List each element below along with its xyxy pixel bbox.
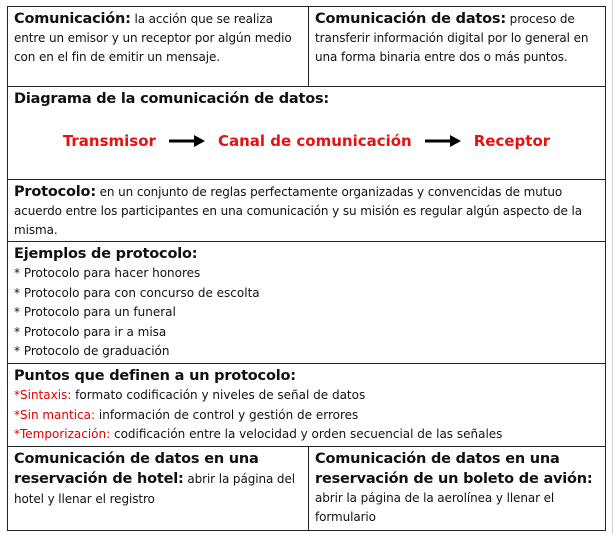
flight-reservation-title: Comunicación de datos en una reservación de un boleto de avión: bbox=[315, 451, 593, 487]
example-item: * Protocolo para un funeral bbox=[14, 305, 176, 319]
diagram-row bbox=[8, 86, 605, 179]
flight-reservation-cell bbox=[309, 447, 605, 530]
channel-node: Canal de comunicación bbox=[217, 132, 412, 150]
point-item bbox=[14, 406, 599, 426]
point-item bbox=[14, 425, 599, 445]
reservations-row bbox=[8, 446, 605, 530]
diagram-title: Diagrama de la comunicación de datos: bbox=[14, 91, 330, 107]
point-label: *Temporización: bbox=[14, 427, 111, 441]
info-table bbox=[7, 6, 606, 531]
protocol-row bbox=[8, 179, 605, 241]
hotel-reservation-text: abrir la página del hotel y llenar el registro bbox=[14, 472, 295, 506]
examples-cell bbox=[8, 242, 605, 363]
communication-cell bbox=[8, 7, 309, 86]
point-text: información de control y gestión de errores bbox=[95, 407, 359, 422]
data-communication-cell bbox=[309, 7, 605, 86]
point-label: *Sin mantica: bbox=[14, 407, 96, 422]
points-title: Puntos que definen a un protocolo: bbox=[14, 368, 296, 384]
arrow-right-icon bbox=[424, 134, 462, 148]
points-row bbox=[8, 363, 605, 446]
protocol-title: Protocolo: bbox=[14, 184, 96, 200]
protocol-cell bbox=[8, 180, 605, 241]
protocol-text: en un conjunto de reglas perfectamente organizadas y convencidas de mutuo acuerdo entre los participantes en una comunicación y su misión es regular algún aspecto de la misma. bbox=[14, 185, 582, 237]
example-item: * Protocolo para con concurso de escolta bbox=[14, 285, 260, 300]
hotel-reservation-cell bbox=[8, 447, 309, 530]
diagram-cell bbox=[8, 87, 605, 179]
point-label: *Sintaxis: bbox=[14, 388, 72, 402]
data-communication-text: proceso de transferir información digital por lo general en una forma binaria entre dos o más puntos. bbox=[315, 12, 589, 64]
examples-title: Ejemplos de protocolo: bbox=[14, 246, 198, 262]
point-text: formato codificación y niveles de señal de datos bbox=[71, 388, 366, 402]
definitions-row bbox=[8, 7, 605, 86]
data-communication-title: Comunicación de datos: bbox=[315, 11, 506, 27]
communication-text: la acción que se realiza entre un emisor y un receptor por algún medio con en el fin de emitir un mensaje. bbox=[14, 12, 292, 64]
point-item bbox=[14, 386, 599, 406]
examples-row bbox=[8, 241, 605, 363]
flight-reservation-text: abrir la página de la aerolínea y llenar el formulario bbox=[315, 491, 555, 524]
point-text: codificación entre la velocidad y orden secuencial de las señales bbox=[110, 427, 503, 441]
points-cell bbox=[8, 364, 605, 446]
example-item: * Protocolo de graduación bbox=[14, 344, 170, 358]
receiver-node: Receptor bbox=[473, 132, 551, 150]
example-item: * Protocolo para ir a misa bbox=[14, 324, 167, 339]
hotel-reservation-title: Comunicación de datos en una reservación de hotel: bbox=[14, 451, 259, 487]
example-item: * Protocolo para hacer honores bbox=[14, 266, 201, 280]
arrow-right-icon bbox=[168, 134, 206, 148]
communication-diagram bbox=[14, 109, 599, 173]
communication-title: Comunicación: bbox=[14, 11, 131, 27]
transmitter-node: Transmisor bbox=[62, 132, 156, 150]
